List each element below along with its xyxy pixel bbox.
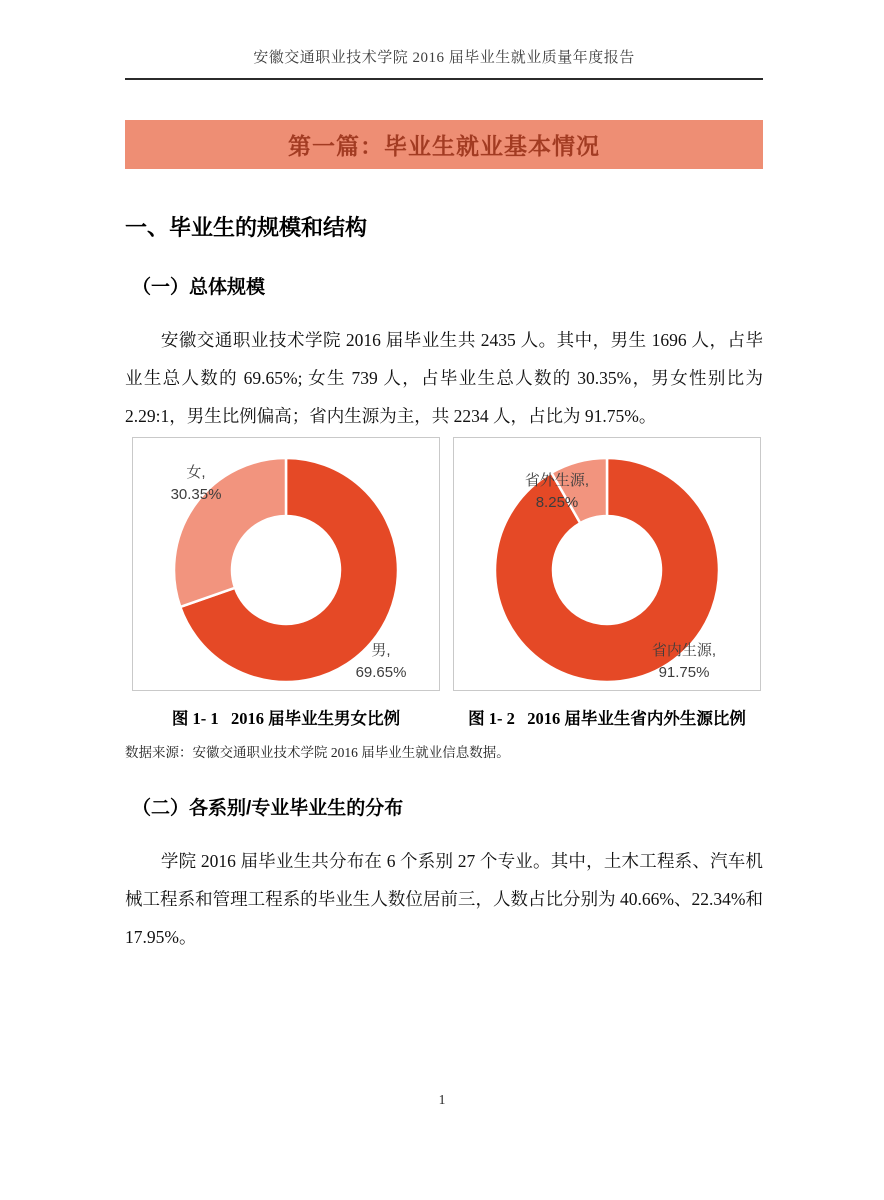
figure-captions [132,705,763,729]
data-label-male-name: 男, [371,642,391,659]
data-label-female-pct: 30.35% [170,486,222,503]
body-paragraph-2: 学院 2016 届毕业生共分布在 6 个系别 27 个专业。其中，土木工程系、汽车机械工程系和管理工程系的毕业生人数位居前三，人数占比分别为 40.66%、22.34%和 17.95%。 [125,851,763,947]
data-label-in-name: 省内生源, [651,642,717,659]
data-label-out-of-province [502,470,612,514]
data-label-female [146,462,246,506]
page-number: 1 [438,1092,446,1107]
data-label-male-pct: 69.65% [355,664,407,681]
data-source-note: 数据来源：安徽交通职业技术学院 2016 届毕业生就业信息数据。 [125,745,510,760]
data-label-out-pct: 8.25% [535,494,579,511]
donut-chart-origin [453,437,761,691]
subsection-heading-2: （二）各系别/专业毕业生的分布 [132,798,404,819]
figures-row [132,437,763,691]
running-header [125,0,763,80]
data-label-in-province [614,640,754,684]
data-label-male [331,640,431,684]
donut-chart-gender [132,437,440,691]
header-divider [125,78,763,80]
chapter-banner-title: 第一篇：毕业生就业基本情况 [288,133,600,159]
figure-1-caption: 图 1- 1 2016 届毕业生男女比例 [171,709,401,728]
section-heading: 一、毕业生的规模和结构 [125,215,368,240]
data-label-female-name: 女, [186,464,206,481]
running-header-title: 安徽交通职业技术学院 2016 届毕业生就业质量年度报告 [253,50,635,66]
subsection-heading-1: （一）总体规模 [132,277,266,298]
figure-2-caption: 图 1- 2 2016 届毕业生省内外生源比例 [468,709,746,728]
data-label-out-name: 省外生源, [524,472,590,489]
body-paragraph-1: 安徽交通职业技术学院 2016 届毕业生共 2435 人。其中，男生 1696 人，占毕业生总人数的 69.65%; 女生 739 人，占毕业生总人数的 30.35%，男女性别比为 2.29:1，男生比例偏高；省内生源为主，共 2234 人，占比为 91.75%。 [125,330,763,426]
chapter-banner [125,120,763,169]
data-label-in-pct: 91.75% [658,664,710,681]
